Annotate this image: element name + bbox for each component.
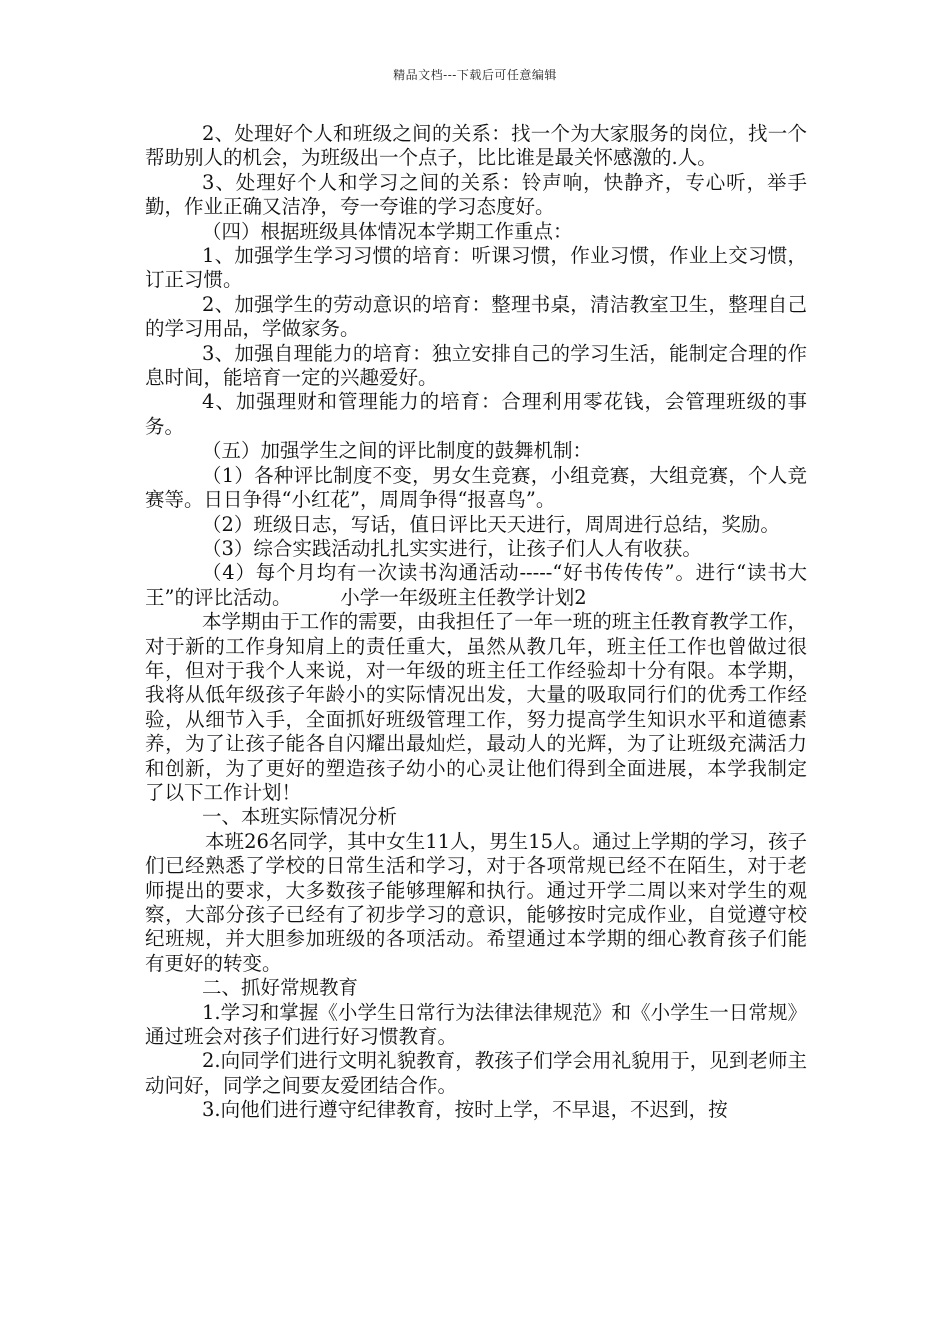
paragraph: 2、加强学生的劳动意识的培育：整理书桌，清洁教室卫生，整理自己的学习用品，学做家务。: [145, 292, 807, 341]
paragraph: 2、处理好个人和班级之间的关系：找一个为大家服务的岗位，找一个帮助别人的机会，为班级出一个点子，比比谁是最关怀感激的.人。: [145, 122, 807, 170]
section-heading: （四）根据班级具体情况本学期工作重点：: [202, 219, 573, 243]
paragraph: 3.向他们进行遵守纪律教育，按时上学，不早退，不迟到，按: [202, 1098, 728, 1122]
paragraph: 本班26名同学，其中女生11人，男生15人。通过上学期的学习，孩子们已经熟悉了学校的日常生活和学习，对于各项常规已经不在陌生，对于老师提出的要求，大多数孩子能够理解和执行。通过开学二周以来对学生的观察，大部分孩子已经有了初步学习的意识，能够按时完成作业，自觉遵守校纪班规，并大胆参加班级的各项活动。希望通过本学期的细心教育孩子们能有更好的转变。: [145, 829, 807, 975]
paragraph: （1）各种评比制度不变，男女生竞赛，小组竞赛，大组竞赛，个人竞赛等。日日争得“小红花”，周周争得“报喜鸟”。: [145, 463, 807, 512]
section-heading: 一、本班实际情况分析: [202, 805, 398, 829]
paragraph: （4）每个月均有一次读书沟通活动-----“好书传传传”。进行“读书大王”的评比活动。 小学一年级班主任教学计划2: [145, 561, 807, 609]
paragraph: 2.向同学们进行文明礼貌教育，教孩子们学会用礼貌用于，见到老师主动问好，同学之间要友爱团结合作。: [145, 1049, 807, 1097]
document-body: [145, 122, 807, 1123]
paragraph: 1.学习和掌握《小学生日常行为法律法律规范》和《小学生一日常规》通过班会对孩子们进行好习惯教育。: [145, 1000, 807, 1049]
page-header: 精品文档---下载后可任意编辑: [393, 68, 557, 82]
paragraph: （3）综合实践活动扎扎实实进行，让孩子们人人有收获。: [202, 536, 702, 560]
paragraph: （2）班级日志，写话，值日评比天天进行，周周进行总结，奖励。: [202, 512, 780, 536]
paragraph: 3、加强自理能力的培育：独立安排自己的学习生活，能制定合理的作息时间，能培育一定的兴趣爱好。: [145, 341, 807, 390]
paragraph: 3、处理好个人和学习之间的关系：铃声响，快静齐，专心听，举手勤，作业正确又洁净，夸一夸谁的学习态度好。: [145, 170, 807, 219]
paragraph: 本学期由于工作的需要，由我担任了一年一班的班主任教育教学工作，对于新的工作身知肩上的责任重大，虽然从教几年，班主任工作也曾做过很年，但对于我个人来说，对一年级的班主任工作经验却十分有限。本学期，我将从低年级孩子年龄小的实际情况出发，大量的吸取同行们的优秀工作经验，从细节入手，全面抓好班级管理工作，努力提高学生知识水平和道德素养，为了让孩子能各自闪耀出最灿烂，最动人的光辉，为了让班级充满活力和创新，为了更好的塑造孩子幼小的心灵让他们得到全面进展，本学我制定了以下工作计划！: [145, 610, 807, 804]
paragraph: 4、加强理财和管理能力的培育：合理利用零花钱，会管理班级的事务。: [145, 390, 807, 438]
section-heading: 二、抓好常规教育: [202, 976, 359, 1000]
section-heading: （五）加强学生之间的评比制度的鼓舞机制：: [202, 439, 593, 463]
paragraph: 1、加强学生学习习惯的培育：听课习惯，作业习惯，作业上交习惯，订正习惯。: [145, 244, 807, 292]
